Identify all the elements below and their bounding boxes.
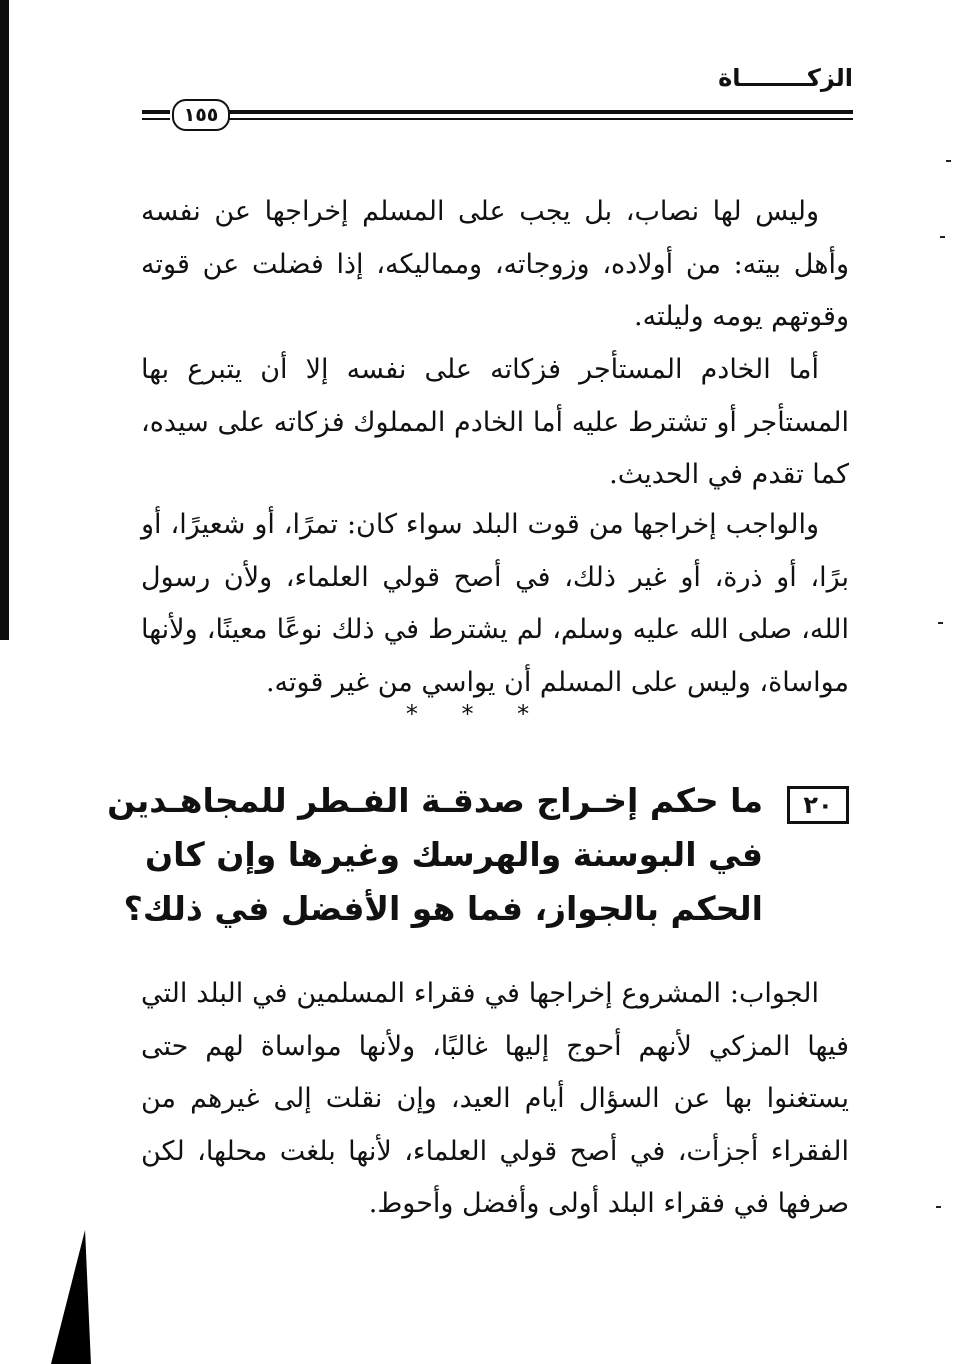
answer-text: الجواب: المشروع إخراجها في فقراء المسلمين في البلد التي فيها المزكي لأنهم أحوج إليها غالبًا، ولأنها مواساة لهم حتى يستغنوا بها عن السؤال أيام العيد، وإن نقلت إلى غيرهم من الفقراء أجزأت، في أصح قولي العلماء، لأنها بلغت محلها، لكن صرفها في فقراء البلد أولى وأفضل وأحوط. bbox=[141, 978, 849, 1219]
page-number: ١٥٥ bbox=[172, 99, 230, 131]
header-rule bbox=[142, 110, 170, 114]
paragraph-text: والواجب إخراجها من قوت البلد سواء كان: تمرًا، أو شعيرًا، أو برًا، أو ذرة، أو غير ذلك، في أصح قولي العلماء، ولأن رسول الله، صلى الله عليه وسلم، لم يشترط في ذلك نوعًا معينًا، ولأنها مواساة، وليس على المسلم أن يواسي من غير قوته. bbox=[141, 509, 849, 698]
section-separator: * * * bbox=[405, 700, 548, 728]
scan-speck bbox=[938, 622, 943, 624]
paragraph bbox=[141, 186, 849, 344]
running-title: الزكــــــــاة bbox=[718, 64, 853, 92]
paragraph bbox=[141, 499, 849, 709]
scan-speck bbox=[940, 236, 945, 238]
paragraph-text: أما الخادم المستأجر فزكاته على نفسه إلا أن يتبرع بها المستأجر أو تشترط عليه أما الخادم المملوك فزكاته على سيده، كما تقدم في الحديث. bbox=[141, 354, 849, 490]
header-rule bbox=[228, 118, 853, 120]
question-number-box: ٢٠ bbox=[787, 786, 849, 824]
paragraph bbox=[141, 344, 849, 502]
scan-speck bbox=[936, 1206, 941, 1208]
question-heading: ما حكم إخـراج صدقـة الفـطر للمجاهـدين في البوسنة والهرسك وغيرها وإن كان الحكم بالجواز، فما هو الأفضل في ذلك؟ bbox=[107, 781, 763, 928]
scan-edge-shadow bbox=[0, 0, 9, 640]
answer-paragraph bbox=[141, 968, 849, 1231]
header-rule bbox=[142, 118, 170, 120]
paragraph-text: وليس لها نصاب، بل يجب على المسلم إخراجها عن نفسه وأهل بيته: من أولاده، وزوجاته، ومماليكه، إذا فضلت عن قوته وقوتهم يومه وليلته. bbox=[141, 196, 849, 332]
header-rule bbox=[228, 110, 853, 114]
scan-corner-shadow bbox=[51, 1230, 105, 1364]
scan-speck bbox=[946, 160, 951, 162]
